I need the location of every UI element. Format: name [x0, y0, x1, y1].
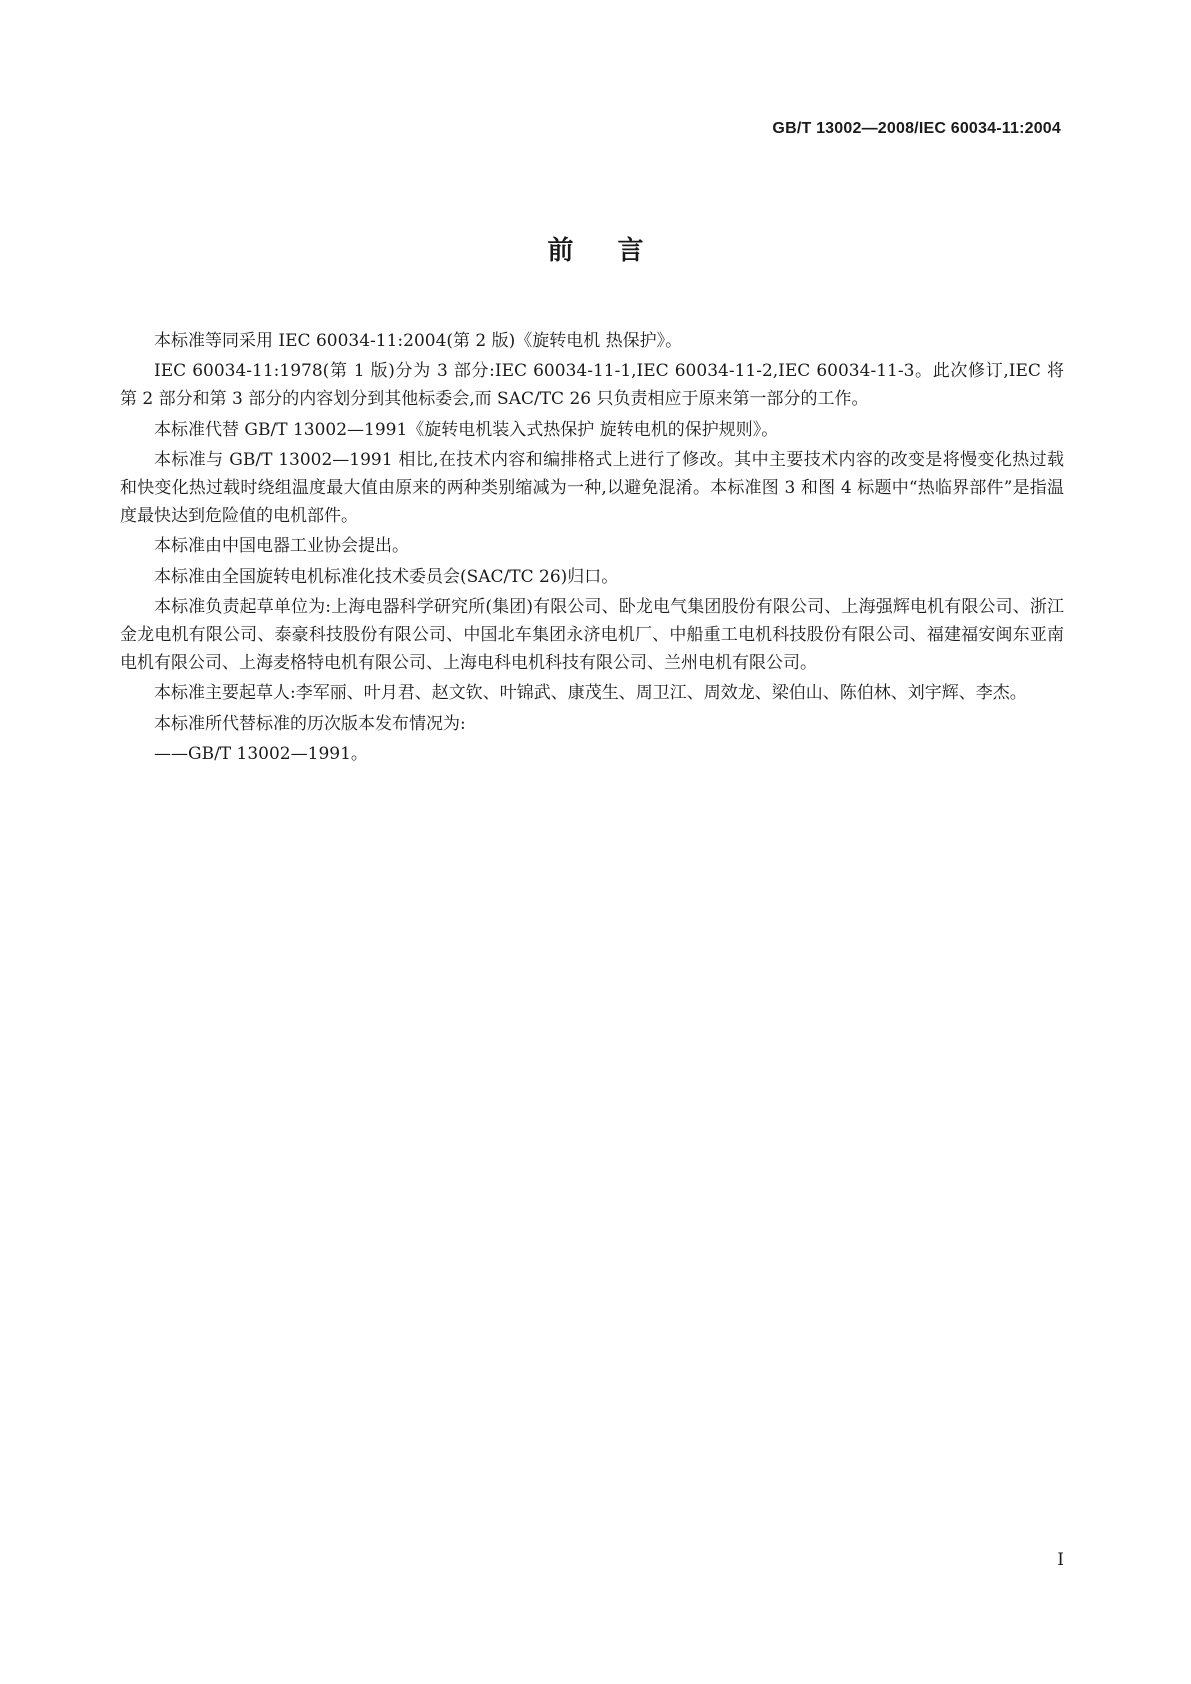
- paragraph-drafters: 本标准主要起草人:李军丽、叶月君、赵文钦、叶锦武、康茂生、周卫江、周效龙、梁伯山、陈伯林、刘宇辉、李杰。: [154, 683, 1027, 704]
- foreword-body: [120, 327, 1064, 770]
- paragraph-committee: 本标准由全国旋转电机标准化技术委员会(SAC/TC 26)归口。: [154, 566, 619, 587]
- page-title: 前言: [547, 236, 688, 266]
- paragraph-adoption: 本标准等同采用 IEC 60034-11:2004(第 2 版)《旋转电机 热保护》。: [154, 331, 683, 351]
- paragraph-history-intro: 本标准所代替标准的历次版本发布情况为:: [154, 713, 466, 734]
- standard-number-header: GB/T 13002—2008/IEC 60034-11:2004: [772, 120, 1061, 137]
- paragraph-proposer: 本标准由中国电器工业协会提出。: [154, 536, 409, 557]
- paragraph-history-item: ——GB/T 13002—1991。: [154, 743, 368, 764]
- paragraph-changes: 本标准与 GB/T 13002—1991 相比,在技术内容和编排格式上进行了修改。其中主要技术内容的改变是将慢变化热过载和快变化热过载时绕组温度最大值由原来的两种类别缩减为一种,以避免混淆。本标准图 3 和图 4 标题中“热临界部件”是指温度最快达到危险值的电机部件。: [120, 449, 1064, 527]
- paragraph-drafting-units: 本标准负责起草单位为:上海电器科学研究所(集团)有限公司、卧龙电气集团股份有限公司、上海强辉电机有限公司、浙江金龙电机有限公司、泰豪科技股份有限公司、中国北车集团永济电机厂、中船重工电机科技股份有限公司、福建福安闽东亚南电机有限公司、上海麦格特电机有限公司、上海电科电机科技有限公司、兰州电机有限公司。: [120, 596, 1064, 674]
- paragraph-replacement: 本标准代替 GB/T 13002—1991《旋转电机装入式热保护 旋转电机的保护规则》。: [154, 419, 779, 440]
- paragraph-iec-parts: IEC 60034-11:1978(第 1 版)分为 3 部分:IEC 60034-11-1,IEC 60034-11-2,IEC 60034-11-3。此次修订,IEC 将第 2 部分和第 3 部分的内容划分到其他标委会,而 SAC/TC 26 只负责相应于原来第一部分的工作。: [120, 361, 1064, 410]
- page-number: I: [1057, 1550, 1064, 1570]
